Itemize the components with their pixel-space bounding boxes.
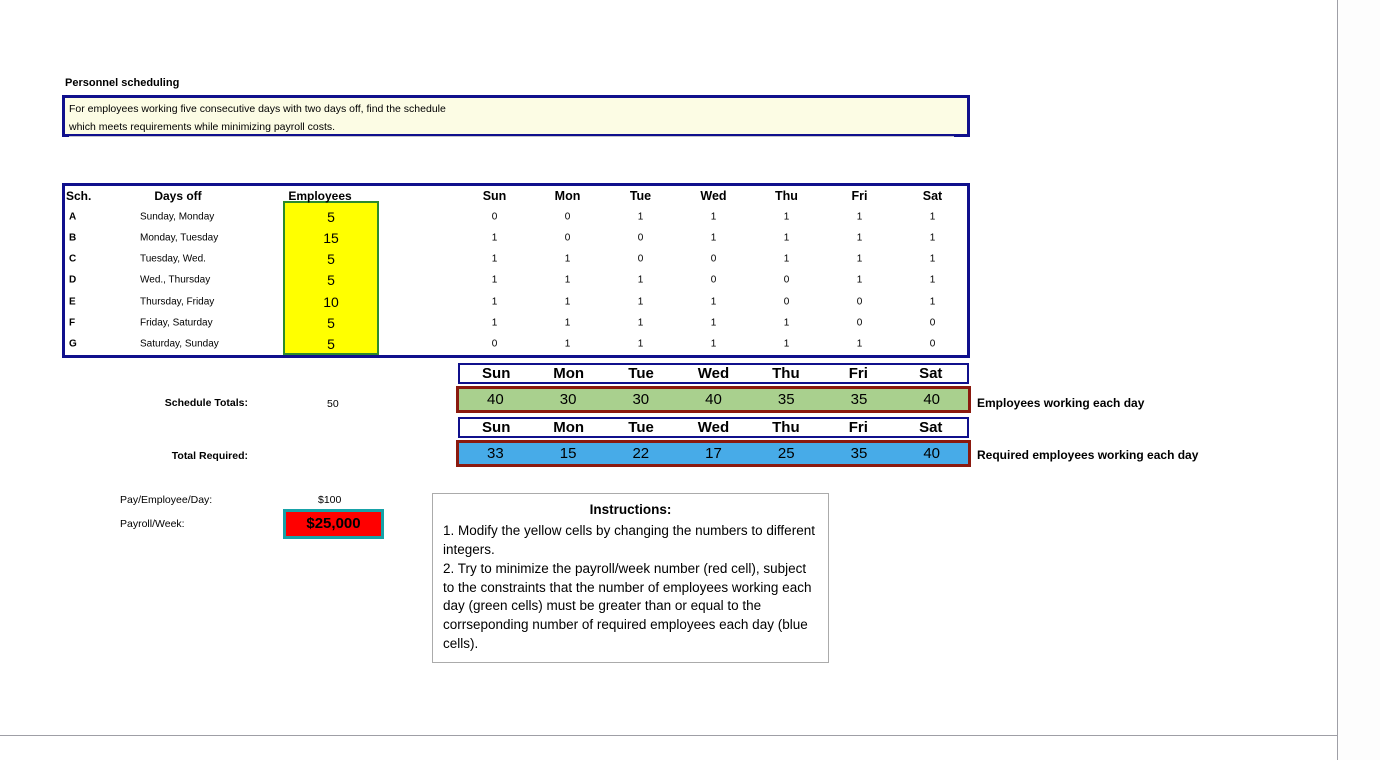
day-value-cell: 1 <box>856 232 863 244</box>
day-value-cell: 1 <box>564 317 571 329</box>
schedule-letter: A <box>69 211 77 223</box>
table-row <box>65 334 967 355</box>
day-value-cell: 0 <box>637 253 644 265</box>
schedule-letter: B <box>69 232 77 244</box>
day-value-cell: 1 <box>637 317 644 329</box>
day-value-cell: 1 <box>637 274 644 286</box>
day-value-cell: 1 <box>564 253 571 265</box>
days-off-label: Monday, Tuesday <box>140 232 219 244</box>
employees-input-cell[interactable]: 5 <box>327 251 335 268</box>
employees-input-cell[interactable]: 10 <box>323 293 339 310</box>
col-header-thu: Thu <box>775 189 798 203</box>
days-off-label: Wed., Thursday <box>140 274 211 286</box>
employees-input-cell[interactable]: 5 <box>327 336 335 353</box>
day-value-cell: 1 <box>491 253 498 265</box>
day-value-cell: 1 <box>856 338 863 350</box>
employees-input-cell[interactable]: 5 <box>327 272 335 289</box>
working-day-header-row <box>458 363 969 384</box>
day-value-cell: 0 <box>856 317 863 329</box>
col-header-sat: Sat <box>922 189 943 203</box>
schedule-table <box>62 183 970 358</box>
day-header-sun: Sun <box>482 419 511 436</box>
working-value-sun: 40 <box>487 391 504 408</box>
day-header-fri: Fri <box>848 365 868 382</box>
payroll-week-label: Payroll/Week: <box>120 518 185 530</box>
description-box <box>62 95 970 137</box>
schedule-totals-value: 50 <box>327 398 339 410</box>
day-value-cell: 1 <box>710 317 717 329</box>
day-header-thu: Thu <box>772 419 800 436</box>
col-header-mon: Mon <box>554 189 581 203</box>
day-value-cell: 0 <box>856 296 863 308</box>
days-off-label: Friday, Saturday <box>140 317 213 329</box>
table-row <box>65 227 967 248</box>
col-header-sch: Sch. <box>66 189 92 203</box>
day-value-cell: 1 <box>929 296 936 308</box>
employees-input-cell[interactable]: 5 <box>327 315 335 332</box>
day-header-tue: Tue <box>628 365 654 382</box>
total-required-label: Total Required: <box>171 450 248 462</box>
required-value-mon: 15 <box>559 445 577 462</box>
day-value-cell: 1 <box>783 232 790 244</box>
required-value-fri: 35 <box>850 445 868 462</box>
working-value-thu: 35 <box>777 391 795 408</box>
day-value-cell: 1 <box>783 211 790 223</box>
day-header-sat: Sat <box>919 419 943 436</box>
day-value-cell: 1 <box>637 338 644 350</box>
page-right-margin <box>1338 0 1380 760</box>
day-value-cell: 1 <box>564 296 571 308</box>
day-value-cell: 0 <box>783 274 790 286</box>
day-value-cell: 1 <box>710 211 717 223</box>
day-value-cell: 1 <box>929 232 936 244</box>
days-off-label: Thursday, Friday <box>140 296 215 308</box>
day-value-cell: 0 <box>710 274 717 286</box>
payroll-week-cell[interactable]: $25,000 <box>283 509 384 539</box>
working-value-mon: 30 <box>559 391 577 408</box>
day-value-cell: 1 <box>856 274 863 286</box>
working-value-tue: 30 <box>632 391 650 408</box>
required-employees-caption: Required employees working each day <box>977 448 1199 462</box>
instructions-paragraph-2: 2. Try to minimize the payroll/week number (red cell), subject to the constraints that the number of employees working each day (green cells) must be greater than or equal to the corrseponding number of required employees each day (blue cells). <box>443 560 812 652</box>
required-employees-row <box>456 440 971 467</box>
days-off-label: Saturday, Sunday <box>140 338 219 350</box>
day-header-wed: Wed <box>697 419 730 436</box>
employees-input-cell[interactable]: 5 <box>327 208 335 225</box>
days-off-label: Tuesday, Wed. <box>140 253 206 265</box>
table-row <box>65 249 967 270</box>
schedule-letter: G <box>69 338 77 350</box>
employees-working-row <box>456 386 971 413</box>
col-header-tue: Tue <box>629 189 652 203</box>
schedule-letter: D <box>69 274 77 286</box>
day-value-cell: 0 <box>783 296 790 308</box>
required-value-thu: 25 <box>777 445 795 462</box>
col-header-employees: Employees <box>288 189 352 203</box>
days-off-label: Sunday, Monday <box>140 211 215 223</box>
schedule-table-rows <box>65 206 967 355</box>
required-day-header-row <box>458 417 969 438</box>
day-header-wed: Wed <box>697 365 730 382</box>
day-value-cell: 1 <box>491 232 498 244</box>
working-value-wed: 40 <box>705 391 722 408</box>
working-value-sat: 40 <box>923 391 941 408</box>
day-value-cell: 1 <box>929 211 936 223</box>
employees-input-cell[interactable]: 15 <box>323 229 339 246</box>
day-value-cell: 1 <box>856 211 863 223</box>
day-value-cell: 0 <box>564 232 571 244</box>
page-edge-horizontal-line <box>0 735 1337 736</box>
day-value-cell: 1 <box>491 296 498 308</box>
schedule-letter: C <box>69 253 77 265</box>
day-value-cell: 0 <box>929 317 936 329</box>
instructions-box <box>432 493 829 663</box>
day-value-cell: 0 <box>929 338 936 350</box>
day-value-cell: 1 <box>564 338 571 350</box>
day-value-cell: 1 <box>637 296 644 308</box>
col-header-sun: Sun <box>482 189 507 203</box>
day-value-cell: 1 <box>783 338 790 350</box>
employees-working-caption: Employees working each day <box>977 396 1145 410</box>
page-edge-vertical-line <box>1337 0 1338 760</box>
table-row <box>65 270 967 291</box>
day-header-mon: Mon <box>553 365 585 382</box>
required-value-sat: 40 <box>923 445 941 462</box>
required-value-sun: 33 <box>487 445 504 462</box>
day-value-cell: 0 <box>564 211 571 223</box>
col-header-days-off: Days off <box>154 189 202 203</box>
required-value-wed: 17 <box>705 445 722 462</box>
instructions-paragraph-1: 1. Modify the yellow cells by changing the numbers to different integers. <box>443 522 815 557</box>
table-row <box>65 291 967 312</box>
table-row <box>65 206 967 227</box>
pay-per-employee-value: $100 <box>318 494 342 506</box>
col-header-wed: Wed <box>700 189 727 203</box>
schedule-letter: F <box>69 317 76 329</box>
day-value-cell: 1 <box>710 232 717 244</box>
day-value-cell: 1 <box>929 274 936 286</box>
required-value-tue: 22 <box>632 445 650 462</box>
instructions-title: Instructions: <box>589 502 672 517</box>
day-value-cell: 0 <box>637 232 644 244</box>
day-value-cell: 1 <box>710 296 717 308</box>
day-header-sat: Sat <box>919 365 943 382</box>
day-value-cell: 0 <box>710 253 717 265</box>
col-header-fri: Fri <box>851 189 868 203</box>
day-header-mon: Mon <box>553 419 585 436</box>
day-header-tue: Tue <box>628 419 654 436</box>
day-value-cell: 1 <box>783 317 790 329</box>
day-value-cell: 1 <box>637 211 644 223</box>
table-row <box>65 312 967 333</box>
day-header-thu: Thu <box>772 365 800 382</box>
day-value-cell: 1 <box>856 253 863 265</box>
page-title: Personnel scheduling <box>65 77 180 89</box>
day-header-sun: Sun <box>482 365 511 382</box>
day-value-cell: 1 <box>564 274 571 286</box>
description-line-2: which meets requirements while minimizing payroll costs. <box>69 120 954 137</box>
day-value-cell: 1 <box>491 317 498 329</box>
day-value-cell: 0 <box>491 211 498 223</box>
working-value-fri: 35 <box>850 391 868 408</box>
day-header-fri: Fri <box>848 419 868 436</box>
schedule-letter: E <box>69 296 76 308</box>
day-value-cell: 1 <box>783 253 790 265</box>
schedule-table-header <box>65 186 967 206</box>
pay-per-employee-label: Pay/Employee/Day: <box>120 494 213 506</box>
schedule-totals-label: Schedule Totals: <box>164 397 248 409</box>
day-value-cell: 0 <box>491 338 498 350</box>
day-value-cell: 1 <box>491 274 498 286</box>
day-value-cell: 1 <box>710 338 717 350</box>
day-value-cell: 1 <box>929 253 936 265</box>
description-line-1: For employees working five consecutive days with two days off, find the schedule <box>69 103 446 115</box>
